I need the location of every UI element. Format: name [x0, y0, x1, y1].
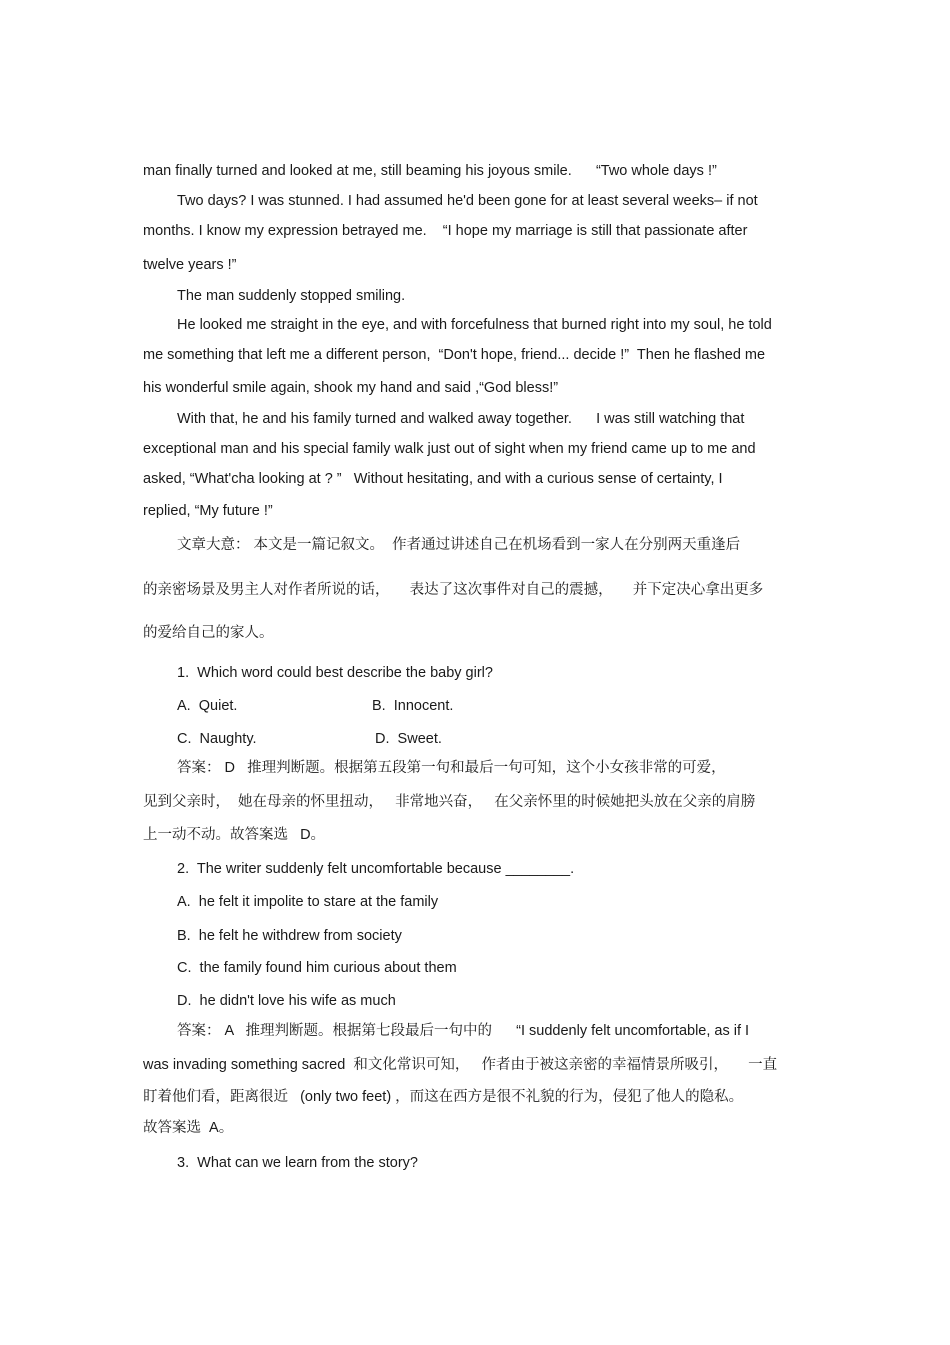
option-c: C. the family found him curious about them — [177, 960, 457, 976]
story-line: asked, “What'cha looking at ? ” Without hesitating, and with a curious sense of certainty, I — [143, 471, 723, 487]
story-line: The man suddenly stopped smiling. — [177, 288, 406, 304]
story-line: exceptional man and his special family walk just out of sight when my friend came up to me and — [143, 441, 756, 457]
question-stem: 3. What can we learn from the story? — [177, 1155, 418, 1171]
question-stem: 2. The writer suddenly felt uncomfortable because ________. — [177, 861, 575, 877]
answer-line: 故答案选 A。 — [143, 1120, 234, 1136]
story-line: months. I know my expression betrayed me. “I hope my marriage is still that passionate after — [143, 223, 748, 239]
option-d: D. he didn't love his wife as much — [177, 993, 396, 1009]
story-line: twelve years !” — [143, 257, 237, 273]
story-line: me something that left me a different person, “Don't hope, friend... decide !” Then he flashed me — [143, 347, 766, 363]
story-line: Two days? I was stunned. I had assumed he'd been gone for at least several weeks– if not — [177, 193, 758, 209]
option-b: B. he felt he withdrew from society — [177, 928, 402, 944]
question-stem: 1. Which word could best describe the baby girl? — [177, 665, 493, 681]
summary-line: 的爱给自己的家人。 — [143, 625, 274, 641]
summary-line: 文章大意： 本文是一篇记叙文。 作者通过讲述自己在机场看到一家人在分别两天重逢后 — [177, 537, 741, 553]
answer-line: 见到父亲时， 她在母亲的怀里扭动， 非常地兴奋， 在父亲怀里的时候她把头放在父亲的肩膀 — [143, 794, 756, 810]
option-d: D. Sweet. — [375, 731, 442, 747]
option-a: A. Quiet. — [177, 698, 238, 714]
answer-line: was invading something sacred 和文化常识可知， 作者由于被这亲密的幸福情景所吸引， 一直 — [143, 1057, 778, 1073]
story-line: man finally turned and looked at me, still beaming his joyous smile. “Two whole days !” — [143, 163, 717, 179]
option-a: A. he felt it impolite to stare at the family — [177, 894, 439, 910]
summary-line: 的亲密场景及男主人对作者所说的话， 表达了这次事件对自己的震撼， 并下定决心拿出更多 — [143, 582, 764, 598]
answer-line: 上一动不动。故答案选 D。 — [143, 827, 326, 843]
answer-line: 答案： A 推理判断题。根据第七段最后一句中的 “I suddenly felt uncomfortable, as if I — [177, 1023, 750, 1039]
story-line: his wonderful smile again, shook my hand and said ,“God bless!” — [143, 380, 559, 396]
story-line: replied, “My future !” — [143, 503, 273, 519]
answer-line: 盯着他们看，距离很近 (only two feet) ，而这在西方是很不礼貌的行为，侵犯了他人的隐私。 — [143, 1089, 744, 1105]
answer-line: 答案： D 推理判断题。根据第五段第一句和最后一句可知，这个小女孩非常的可爱， — [177, 760, 726, 776]
story-line: He looked me straight in the eye, and with forcefulness that burned right into my soul, he told — [177, 317, 772, 333]
story-line: With that, he and his family turned and walked away together. I was still watching that — [177, 411, 745, 427]
option-c: C. Naughty. — [177, 731, 257, 747]
option-b: B. Innocent. — [372, 698, 454, 714]
